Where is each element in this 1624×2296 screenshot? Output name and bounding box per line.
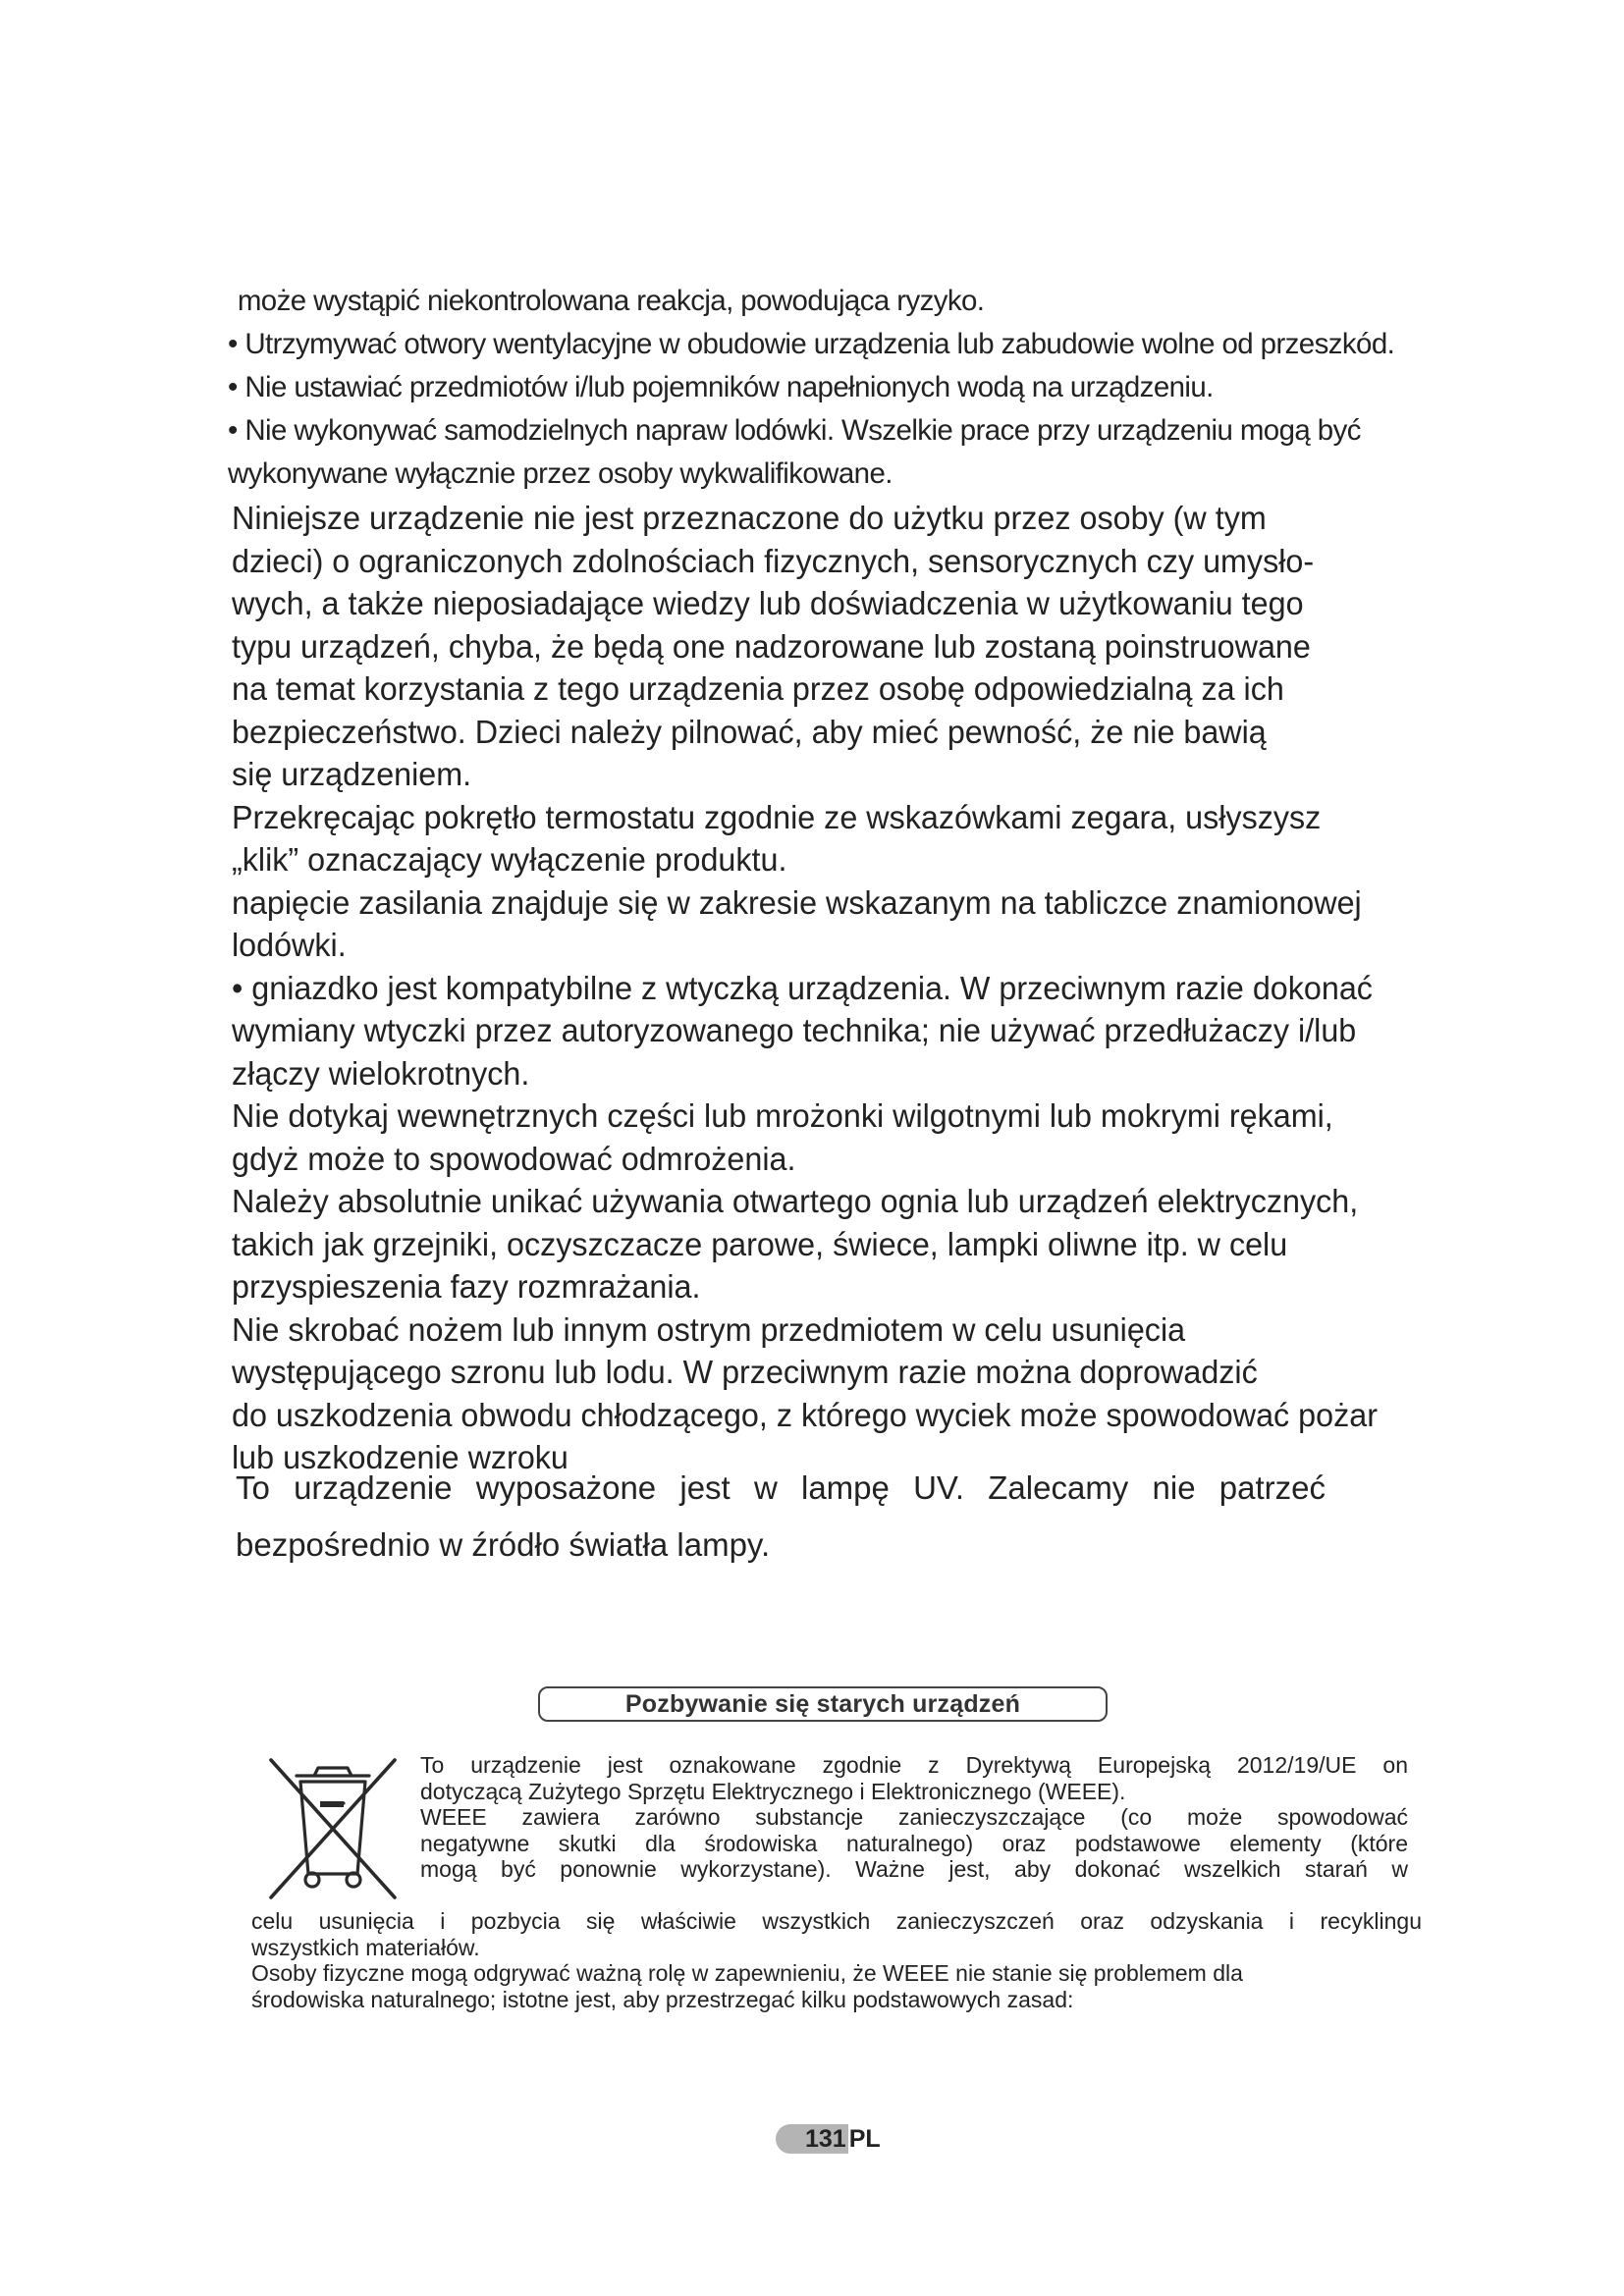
text-line: typu urządzeń, chyba, że będą one nadzorowane lub zostaną poinstruowane — [232, 627, 1311, 665]
disposal-text-full — [251, 1908, 1422, 2012]
safety-paragraphs — [232, 497, 1430, 1479]
text-line: przyspieszenia fazy rozmrażania. — [232, 1268, 701, 1305]
page-language-code: PL — [848, 2124, 881, 2153]
text-line: do uszkodzenia obwodu chłodzącego, z którego wyciek może spowodować pożar — [232, 1396, 1378, 1433]
text-line: gdyż może to spowodować odmrożenia. — [232, 1140, 796, 1177]
text-line: • Nie ustawiać przedmiotów i/lub pojemników napełnionych wodą na urządzeniu. — [228, 371, 1214, 403]
text-line: lodówki. — [232, 927, 347, 963]
text-line: wymiany wtyczki przez autoryzowanego technika; nie używać przedłużaczy i/lub — [232, 1012, 1357, 1048]
text-line: • gniazdko jest kompatybilne z wtyczką urządzenia. W przeciwnym razie dokonać — [232, 969, 1373, 1006]
text-line: wykonywane wyłącznie przez osoby wykwalifikowane. — [228, 457, 893, 490]
text-line: To urządzenie wyposażone jest w lampę UV. Zalecamy nie patrzeć — [236, 1469, 1326, 1506]
disposal-heading-box — [538, 1686, 1108, 1722]
text-line: napięcie zasilania znajduje się w zakresie wskazanym na tabliczce znamionowej — [232, 883, 1362, 921]
text-line: • Nie wykonywać samodzielnych napraw lodówki. Wszelkie prace przy urządzeniu mogą być — [228, 414, 1361, 447]
text-line: WEEE zawiera zarówno substancje zanieczyszczające (co może spowodować — [420, 1804, 1408, 1830]
text-line: wszystkich materiałów. — [251, 1934, 480, 1960]
page-number-value: 131 — [776, 2124, 848, 2154]
disposal-text-indented — [420, 1752, 1408, 1883]
text-line: mogą być ponownie wykorzystane). Ważne jest, aby dokonać wszelkich starań w — [420, 1856, 1408, 1882]
text-line: na temat korzystania z tego urządzenia przez osobę odpowiedzialną za ich — [232, 670, 1284, 707]
text-line: bezpieczeństwo. Dzieci należy pilnować, aby mieć pewność, że nie bawią — [232, 713, 1267, 750]
text-line: się urządzeniem. — [232, 756, 472, 792]
text-line: bezpośrednio w źródło światła lampy. — [236, 1526, 771, 1563]
text-line: takich jak grzejniki, oczyszczacze parowe, świece, lampki oliwne itp. w celu — [232, 1225, 1288, 1262]
text-line: Nie dotykaj wewnętrznych części lub mrożonki wilgotnymi lub mokrymi rękami, — [232, 1097, 1333, 1134]
disposal-heading: Pozbywanie się starych urządzeń — [624, 1689, 1021, 1718]
text-line: celu usunięcia i pozbycia się właściwie wszystkich zanieczyszczeń oraz odzyskania i recyklingu — [251, 1908, 1422, 1934]
text-line: Niniejsze urządzenie nie jest przeznaczone do użytku przez osoby (w tym — [232, 500, 1267, 536]
text-line: dzieci) o ograniczonych zdolnościach fizycznych, sensorycznych czy umysło- — [232, 542, 1315, 579]
text-line: dotyczącą Zużytego Sprzętu Elektrycznego i Elektronicznego (WEEE). — [420, 1778, 1126, 1804]
text-line: Należy absolutnie unikać używania otwartego ognia lub urządzeń elektrycznych, — [232, 1183, 1359, 1219]
text-line: Osoby fizyczne mogą odgrywać ważną rolę w zapewnieniu, że WEEE nie stanie się problemem dla — [251, 1960, 1243, 1986]
text-line: „klik” oznaczający wyłączenie produktu. — [232, 841, 787, 878]
text-line: środowiska naturalnego; istotne jest, aby przestrzegać kilku podstawowych zasad: — [251, 1986, 1074, 2012]
safety-notes-top — [228, 280, 1426, 496]
crossed-out-wheelie-bin-icon — [263, 1754, 403, 1901]
text-line: lub uszkodzenie wzroku — [232, 1439, 568, 1475]
text-line: występującego szronu lub lodu. W przeciwnym razie można doprowadzić — [232, 1354, 1258, 1390]
text-line: wych, a także nieposiadające wiedzy lub doświadczenia w użytkowaniu tego — [232, 585, 1304, 621]
text-line: negatywne skutki dla środowiska naturalnego) oraz podstawowe elementy (które — [420, 1830, 1408, 1856]
page-number — [776, 2124, 881, 2154]
text-line: złączy wielokrotnych. — [232, 1054, 530, 1092]
text-line: To urządzenie jest oznakowane zgodnie z Dyrektywą Europejską 2012/19/UE on — [420, 1752, 1408, 1778]
uv-lamp-note — [236, 1460, 1326, 1574]
text-line: może wystąpić niekontrolowana reakcja, powodująca ryzyko. — [237, 285, 985, 317]
text-line: • Utrzymywać otwory wentylacyjne w obudowie urządzenia lub zabudowie wolne od przeszkód. — [228, 328, 1395, 360]
text-line: Przekręcając pokrętło termostatu zgodnie ze wskazówkami zegara, usłyszysz — [232, 798, 1322, 835]
text-line: Nie skrobać nożem lub innym ostrym przedmiotem w celu usunięcia — [232, 1310, 1186, 1348]
